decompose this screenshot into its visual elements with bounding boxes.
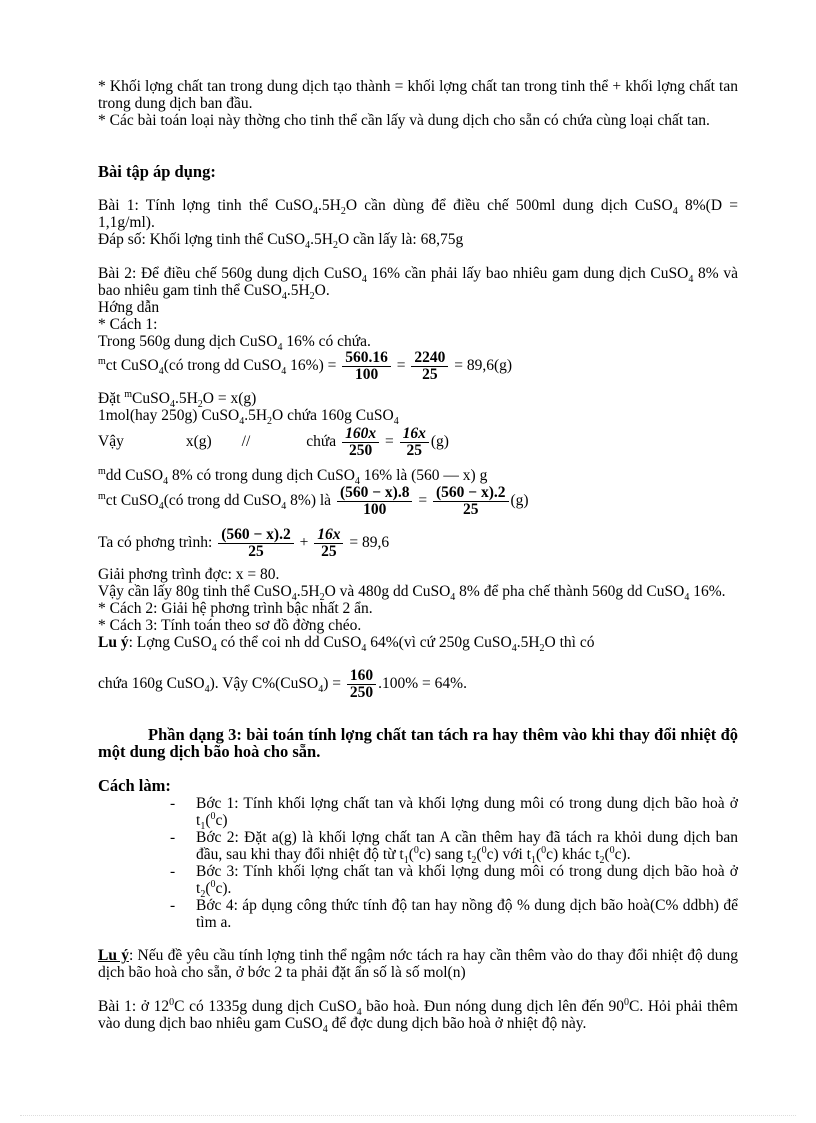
solution-lines	[98, 566, 738, 655]
line-chua: chứa 160g CuSO$_4$). Vậy C%(CuSO$_4$) = $\frac{160}{250}$ .100% = 64%.	[98, 667, 467, 701]
line-dat: Đặt $^mCuSO_4.5H_2O = x(g)$ 1mol(hay 250g) $CuSO_4.5H_2O$ chứa 160g CuSO$_4$	[98, 390, 738, 424]
step-3: - Bớc 3: Tính khối lợng chất tan và khối lợng dung môi có trong dung dịch bão hoà ở $t_2(^0c)$.	[170, 863, 738, 901]
line-vay-2: Vậy cần lấy 80g tinh thể $CuSO_4.5H_2O$ và 480g dd CuSO$_4$ 8% để pha chế thành 560g dd CuSO$_4$ 16%.	[98, 583, 726, 604]
step-4: - Bớc 4: áp dụng công thức tính độ tan hay nồng độ % dung dịch bão hoà(C% ddbh) để tìm a.	[170, 897, 738, 931]
intro-paragraph-1: * Khối lợng chất tan trong dung dịch tạo thành = khối lợng chất tan trong tinh thể + khối lợng chất tan trong dung dịch ban đầu.	[98, 78, 738, 112]
line-cach-2: * Cách 2: Giải hệ phơng trình bậc nhất 2 ẩn.	[98, 600, 373, 617]
part-3-exercise-1: Bài 1: ở $12^0C$ có 1335g dung dịch CuSO$_4$ bão hoà. Đun nóng dung dịch lên đến $90^0C$. Hỏi phải thêm vào dung dịch bao nhiêu gam CuSO$_4$ để đợc dung dịch bão hoà ở nhiệt độ này.	[98, 996, 738, 1036]
exercise-1-question: Bài 1: Tính lợng tinh thể $CuSO_4.5H_2O$ cần dùng để điều chế 500ml dung dịch CuSO$_4$ 8%(D = 1,1g/ml).	[98, 197, 738, 231]
exercise-1	[98, 197, 738, 252]
fraction-16x-25: $\frac{16x}{25}$	[400, 426, 429, 459]
part-3-note: Lu ý: Nếu đề yêu cầu tính lợng tinh thể ngậm nớc tách ra hay cần thêm vào do thay đổi nhiệt độ dung dịch bão hoà cho sẵn, ở bớc 2 ta phải đặt ẩn số là số mol(n)	[98, 947, 738, 981]
line-giai: Giải phơng trình đợc: x = 80.	[98, 566, 280, 583]
fraction-2240-25: $\frac{2240}{25}$	[411, 350, 448, 383]
page-bottom-divider	[20, 1115, 796, 1116]
guide-label: Hớng dẫn	[98, 299, 160, 316]
line-mct-2: $^m$ct CuSO$_4$(có trong dd CuSO$_4$ 8%) là $\frac{(560 - x).8}{100}$ = $\frac{(560 - x).2}{25}$ (g)	[98, 484, 529, 518]
fraction-160-250: $\frac{160}{250}$	[347, 668, 376, 701]
step-2: - Bớc 2: Đặt a(g) là khối lợng chất tan A cần thêm hay đã tách ra khỏi dung dịch ban đầu, sau khi thay đổi nhiệt độ từ $t_1(^0c)$ sang $t_2(^0c)$ với $t_1(^0c)$ khác $t_2(^0c)$.	[170, 829, 738, 867]
fraction-560-16-100: $\frac{560.16}{100}$	[342, 350, 391, 383]
fraction-560-x-8-100: $\frac{(560 - x).8}{100}$	[337, 485, 413, 518]
exercise-1-answer: Đáp số: Khối lợng tinh thể $CuSO_4.5H_2O$ cần lấy là: 68,75g	[98, 231, 464, 252]
exercise-2	[98, 265, 738, 354]
step-1: - Bớc 1: Tính khối lợng chất tan và khối lợng dung môi có trong dung dịch bão hoà ở $t_1(^0c)$	[170, 795, 738, 833]
heading-apply	[98, 163, 738, 180]
line-mol: 1mol(hay 250g) $CuSO_4.5H_2O$ chứa 160g CuSO$_4$	[98, 407, 399, 428]
line-mdd: $^m$dd CuSO$_4$ 8% có trong dung dịch CuSO$_4$ 16% là (560 — x) g	[98, 465, 488, 488]
fraction-equation-left: $\frac{(560 - x).2}{25}$	[218, 527, 294, 560]
line-trong: Trong 560g dung dịch CuSO$_4$ 16% có chứa.	[98, 333, 371, 354]
line-vay-1: Vậy x(g) // chứa $\frac{160x}{250}$ = $\frac{16x}{25}$ (g)	[98, 425, 449, 459]
line-luu-y: Lu ý: Lợng CuSO$_4$ có thể coi nh dd CuSO$_4$ 64%(vì cứ 250g $CuSO_4.5H_2O$ thì có	[98, 634, 595, 655]
part-3-title: Phần dạng 3: bài toán tính lợng chất tan tách ra hay thêm vào khi thay đổi nhiệt độ một dung dịch bão hoà cho sẵn.	[98, 725, 738, 761]
fraction-equation-right: $\frac{16x}{25}$	[314, 527, 343, 560]
method-1-label: * Cách 1:	[98, 316, 158, 333]
exercise-2-question: Bài 2: Để điều chế 560g dung dịch CuSO$_4$ 16% cần phải lấy bao nhiêu gam dung dịch CuSO$_4$ 8% và bao nhiêu gam tinh thể $CuSO_4.5H_2O$.	[98, 265, 738, 303]
section-heading: Bài tập áp dụng:	[98, 162, 216, 181]
method-heading: Cách làm:	[98, 776, 171, 795]
line-equation: Ta có phơng trình: $\frac{(560 - x).2}{25}$ + $\frac{16x}{25}$ = 89,6	[98, 526, 390, 560]
intro-paragraph-2: * Các bài toán loại này thờng cho tinh thể cần lấy và dung dịch cho sẵn có chứa cùng loại chất tan.	[98, 112, 710, 129]
line-cach-3: * Cách 3: Tính toán theo sơ đồ đờng chéo.	[98, 617, 362, 634]
intro-section	[98, 78, 738, 129]
fraction-160x-250: $\frac{160x}{250}$	[342, 426, 379, 459]
fraction-560-x-2-25: $\frac{(560 - x).2}{25}$	[433, 485, 509, 518]
steps-list	[170, 795, 738, 931]
line-mct-1: $^m$ct CuSO$_4$(có trong dd CuSO$_4$ 16%) = $\frac{560.16}{100}$ = $\frac{2240}{25}$ = 89,6(g)	[98, 349, 513, 383]
